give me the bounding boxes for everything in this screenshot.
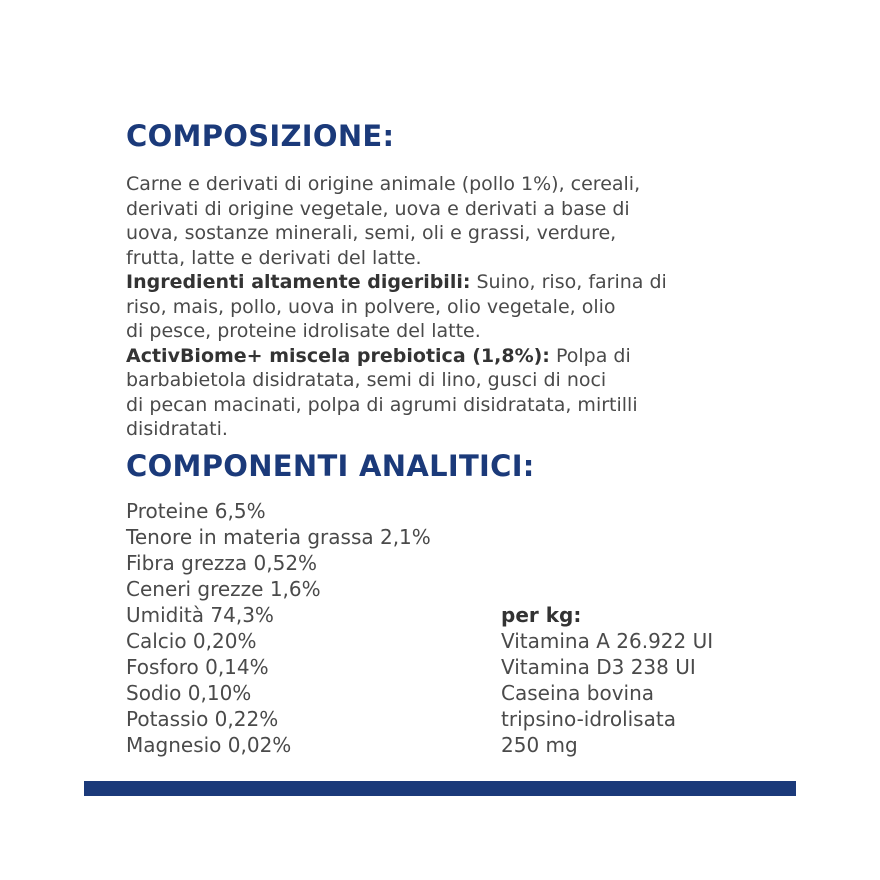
list-item: Sodio 0,10% xyxy=(126,681,252,705)
digeribili-line: riso, mais, pollo, uova in polvere, olio vegetale, olio xyxy=(126,295,616,318)
list-item: Tenore in materia grassa 2,1% xyxy=(126,525,431,549)
digeribili-text: Suino, riso, farina di xyxy=(470,271,667,293)
composizione-line: derivati di origine vegetale, uova e derivati a base di xyxy=(126,197,630,220)
composizione-line: frutta, latte e derivati del latte. xyxy=(126,246,422,269)
composizione-text xyxy=(126,172,667,442)
list-item: Vitamina A 26.922 UI xyxy=(501,629,714,653)
list-item: 250 mg xyxy=(501,733,578,757)
componenti-title: COMPONENTI ANALITICI: xyxy=(126,449,535,483)
list-item: Fosforo 0,14% xyxy=(126,655,269,679)
list-item: Vitamina D3 238 UI xyxy=(501,655,696,679)
bottom-divider-bar xyxy=(84,781,796,796)
list-item: tripsino-idrolisata xyxy=(501,707,676,731)
composizione-line: uova, sostanze minerali, semi, oli e grassi, verdure, xyxy=(126,222,617,244)
list-item: Umidità 74,3% xyxy=(126,603,274,627)
list-item: Potassio 0,22% xyxy=(126,707,279,731)
prebiotica-first-line xyxy=(126,344,667,369)
prebiotica-line: disidratati. xyxy=(126,418,228,440)
list-item: Magnesio 0,02% xyxy=(126,733,292,757)
componenti-list xyxy=(126,498,431,758)
digeribili-label: Ingredienti altamente digeribili: xyxy=(126,271,471,293)
prebiotica-label: ActivBiome+ miscela prebiotica (1,8%): xyxy=(126,344,550,367)
per-kg-list xyxy=(501,602,713,758)
prebiotica-line: barbabietola disidratata, semi di lino, gusci di noci xyxy=(126,369,607,391)
list-item: Fibra grezza 0,52% xyxy=(126,551,318,575)
list-item: Proteine 6,5% xyxy=(126,499,266,523)
digeribili-line: di pesce, proteine idrolisate del latte. xyxy=(126,320,481,342)
list-item: Ceneri grezze 1,6% xyxy=(126,577,321,601)
prebiotica-line: di pecan macinati, polpa di agrumi disidratata, mirtilli xyxy=(126,393,638,416)
list-item: Calcio 0,20% xyxy=(126,629,257,653)
composizione-title: COMPOSIZIONE: xyxy=(126,119,395,153)
composizione-line: Carne e derivati di origine animale (pollo 1%), cereali, xyxy=(126,173,641,195)
per-kg-heading: per kg: xyxy=(501,603,582,627)
digeribili-first-line xyxy=(126,270,667,295)
prebiotica-text: Polpa di xyxy=(549,344,631,367)
list-item: Caseina bovina xyxy=(501,681,655,705)
